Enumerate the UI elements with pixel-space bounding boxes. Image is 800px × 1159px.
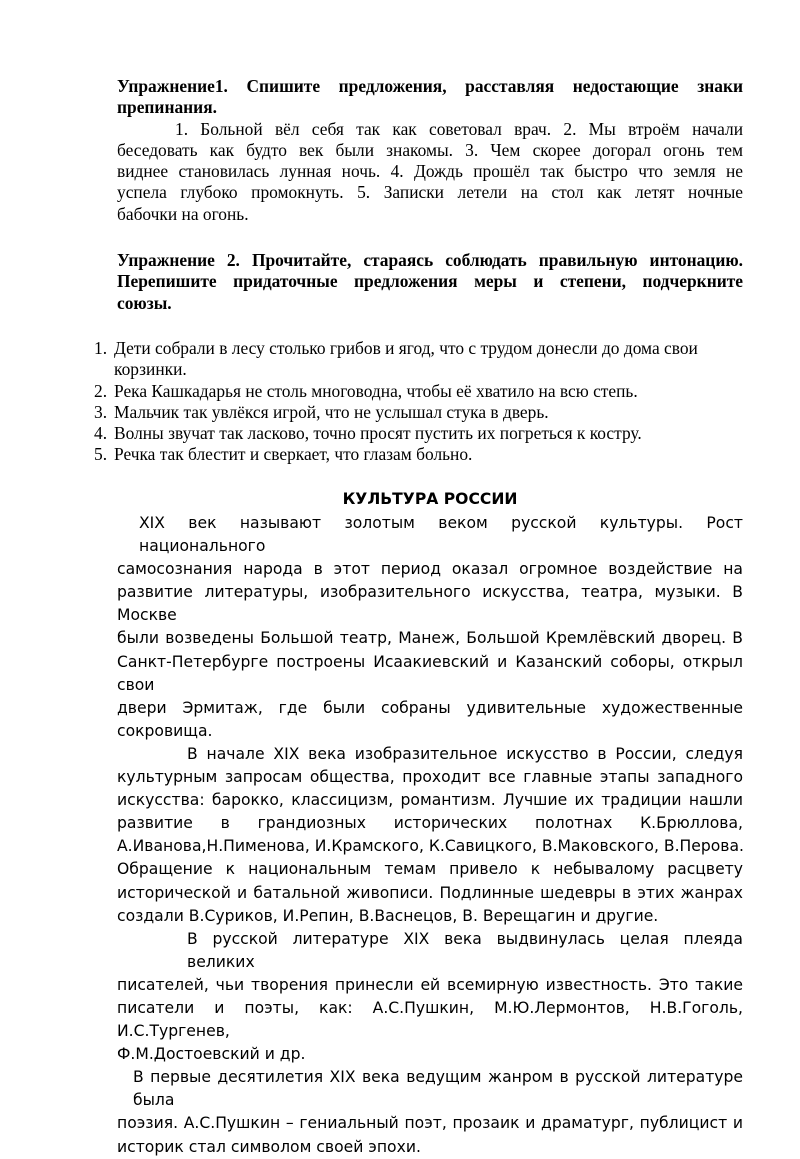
paragraph-line: Санкт-Петербурге построены Исаакиевский и Казанский соборы, открыл свои <box>117 652 743 694</box>
exercise-1-body-line: беседовать как будто век были знакомы. 3. Чем скорее догорал огонь тем <box>117 139 743 160</box>
list-item-number: 1. <box>94 338 108 358</box>
list-item <box>94 338 754 381</box>
paragraph-line: были возведены Большой театр, Манеж, Большой Кремлёвский дворец. В <box>117 629 743 648</box>
exercise-2-title-line-2: Перепишите придаточные предложения меры и степени, подчеркните <box>117 271 743 292</box>
paragraph-line: развитие литературы, изобразительного искусства, театра, музыки. В Москве <box>117 583 743 625</box>
paragraph-line: писателей, чьи творения принесли ей всемирную известность. Это такие <box>117 975 743 994</box>
paragraph-line: В первые десятилетия XIX века ведущим жанром в русской литературе была <box>133 1068 743 1110</box>
list-item <box>94 444 754 465</box>
paragraph-line: сокровища. <box>117 721 213 740</box>
culture-text <box>117 512 743 1159</box>
exercise-1-body-line: успела глубоко промокнуть. 5. Записки летели на стол как летят ночные <box>117 182 743 203</box>
exercise-1-title-line-2: препинания. <box>117 97 217 118</box>
list-item <box>94 423 754 444</box>
paragraph-line: В начале XIX века изобразительное искусство в России, следуя <box>187 744 743 763</box>
paragraph-line: В русской литературе XIX века выдвинулась целая плеяда великих <box>187 929 743 971</box>
paragraph-line: XIX век называют золотым веком русской культуры. Рост национального <box>139 514 743 556</box>
list-item-text: Дети собрали в лесу столько грибов и ягод, что с трудом донесли до дома свои <box>114 338 698 358</box>
exercise-1-title-line-1: Упражнение1. Спишите предложения, расставляя недостающие знаки <box>117 76 743 96</box>
list-item <box>94 381 754 402</box>
list-item-number: 3. <box>94 401 108 422</box>
list-item-text: Волны звучат так ласково, точно просят пустить их погреться к костру. <box>114 423 642 444</box>
exercise-1-body-line: 1. Больной вёл себя так как советовал врач. 2. Мы втроём начали <box>175 118 743 139</box>
list-item-text: Речка так блестит и сверкает, что глазам больно. <box>114 444 473 465</box>
paragraph-line: Ф.М.Достоевский и др. <box>117 1045 306 1064</box>
list-item-text: корзинки. <box>114 359 187 380</box>
exercise-2-title-line-3: союзы. <box>117 292 172 313</box>
paragraph-line: поэзия. А.С.Пушкин – гениальный поэт, прозаик и драматург, публицист и <box>117 1114 743 1133</box>
exercise-2-title <box>117 250 743 314</box>
exercise-1 <box>117 76 743 225</box>
paragraph-line: исторической и батальной живописи. Подлинные шедевры в этих жанрах <box>117 883 743 902</box>
list-item-number: 4. <box>94 423 108 444</box>
paragraph-line: искусства: барокко, классицизм, романтизм. Лучшие их традиции нашли <box>117 791 743 810</box>
paragraph-line: писатели и поэты, как: А.С.Пушкин, М.Ю.Лермонтов, Н.В.Гоголь, И.С.Тургенев, <box>117 998 743 1041</box>
list-item-number: 5. <box>94 444 108 465</box>
list-item-text: Мальчик так увлёкся игрой, что не услышал стука в дверь. <box>114 401 549 422</box>
list-item-number: 2. <box>94 380 108 401</box>
exercise-1-body-line: бабочки на огонь. <box>117 203 249 224</box>
paragraph-line: историк стал символом своей эпохи. <box>117 1137 421 1156</box>
culture-heading: КУЛЬТУРА РОССИИ <box>342 490 518 508</box>
paragraph-line: самосознания народа в этот период оказал огромное воздействие на <box>117 560 743 579</box>
paragraph-line: Обращение к национальным темам привело к небывалому расцвету <box>117 860 743 879</box>
paragraph-line: создали В.Суриков, И.Репин, В.Васнецов, В. Верещагин и другие. <box>117 906 659 925</box>
paragraph-line: двери Эрмитаж, где были собраны удивительные художественные <box>117 698 743 717</box>
paragraph-line: развитие в грандиозных исторических полотнах К.Брюллова, <box>117 814 743 833</box>
exercise-2-list <box>94 338 754 466</box>
list-item-text: Река Кашкадарья не столь многоводна, чтобы её хватило на всю степь. <box>114 380 638 401</box>
exercise-1-body-line: виднее становилась лунная ночь. 4. Дождь прошёл так быстро что земля не <box>117 161 743 182</box>
list-item <box>94 402 754 423</box>
exercise-2-title-line-1: Упражнение 2. Прочитайте, стараясь соблюдать правильную интонацию. <box>117 250 743 270</box>
paragraph-line: культурным запросам общества, проходит все главные этапы западного <box>117 768 743 787</box>
paragraph-line: А.Иванова,Н.Пименова, И.Крамского, К.Савицкого, В.Маковского, В.Перова. <box>117 837 744 856</box>
